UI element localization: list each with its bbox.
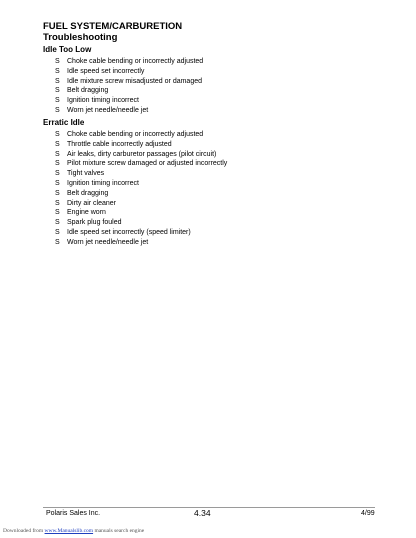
list-item-text: Belt dragging <box>67 189 109 197</box>
list-item <box>43 208 227 218</box>
list-item-text: Air leaks, dirty carburetor passages (pilot circuit) <box>67 150 217 158</box>
list-item <box>43 159 227 169</box>
list-item <box>43 228 227 238</box>
list-item <box>43 57 203 67</box>
bullet-marker: S <box>55 189 60 197</box>
list-item-text: Choke cable bending or incorrectly adjusted <box>67 131 204 138</box>
cause-list <box>43 57 203 116</box>
list-item-text: Worn jet needle/needle jet <box>67 106 149 114</box>
list-item-text: Pilot mixture screw damaged or adjusted incorrectly <box>67 160 228 168</box>
list-item-text: Idle speed set incorrectly <box>67 67 145 75</box>
footer-company: Polaris Sales Inc. <box>46 510 101 517</box>
download-note-suffix: manuals search engine <box>93 528 145 534</box>
bullet-marker: S <box>55 106 60 114</box>
section-heading: Idle Too Low <box>43 45 92 54</box>
list-item <box>43 106 203 116</box>
bullet-marker: S <box>55 150 60 158</box>
cause-list <box>43 130 227 248</box>
list-item <box>43 218 227 228</box>
list-item-text: Spark plug fouled <box>67 219 122 227</box>
list-item <box>43 150 227 160</box>
list-item <box>43 86 203 96</box>
list-item <box>43 199 227 209</box>
list-item-text: Engine worn <box>67 209 106 217</box>
section-title: Troubleshooting <box>43 32 118 43</box>
bullet-marker: S <box>55 228 60 236</box>
bullet-marker: S <box>55 97 60 105</box>
list-item-text: Ignition timing incorrect <box>67 179 139 187</box>
list-item <box>43 238 227 248</box>
list-item <box>43 189 227 199</box>
section-idle-too-low <box>43 45 203 116</box>
list-item <box>43 179 227 189</box>
section-heading: Erratic Idle <box>43 118 85 127</box>
list-item-text: Worn jet needle/needle jet <box>67 238 149 246</box>
list-item-text: Tight valves <box>67 170 105 178</box>
list-item-text: Throttle cable incorrectly adjusted <box>67 140 172 148</box>
list-item <box>43 77 203 87</box>
bullet-marker: S <box>55 67 60 75</box>
bullet-marker: S <box>55 179 60 187</box>
bullet-marker: S <box>55 160 60 168</box>
bullet-marker: S <box>55 238 60 246</box>
list-item-text: Idle speed set incorrectly (speed limiter) <box>67 228 191 236</box>
download-note-prefix: Downloaded from <box>3 528 45 534</box>
bullet-marker: S <box>55 77 60 85</box>
list-item-text: Choke cable bending or incorrectly adjusted <box>67 58 204 65</box>
list-item-text: Ignition timing incorrect <box>67 97 139 105</box>
list-item <box>43 96 203 106</box>
page-number: 4.34 <box>194 508 211 518</box>
bullet-marker: S <box>55 209 60 217</box>
list-item <box>43 130 227 140</box>
download-note <box>3 528 144 535</box>
footer-date: 4/99 <box>361 510 375 517</box>
bullet-marker: S <box>55 170 60 178</box>
manualslib-link[interactable]: www.Manualslib.com <box>44 528 94 534</box>
list-item-text: Belt dragging <box>67 87 109 95</box>
bullet-marker: S <box>55 140 60 148</box>
bullet-marker: S <box>55 87 60 95</box>
list-item <box>43 169 227 179</box>
bullet-marker: S <box>55 199 60 207</box>
section-erratic-idle <box>43 118 227 248</box>
chapter-title: FUEL SYSTEM/CARBURETION <box>43 21 183 32</box>
list-item-text: Idle mixture screw misadjusted or damaged <box>67 77 203 85</box>
page-header <box>43 21 182 43</box>
list-item <box>43 67 203 77</box>
list-item-text: Dirty air cleaner <box>67 199 117 207</box>
bullet-marker: S <box>55 58 60 65</box>
bullet-marker: S <box>55 131 60 138</box>
bullet-marker: S <box>55 219 60 227</box>
list-item <box>43 140 227 150</box>
